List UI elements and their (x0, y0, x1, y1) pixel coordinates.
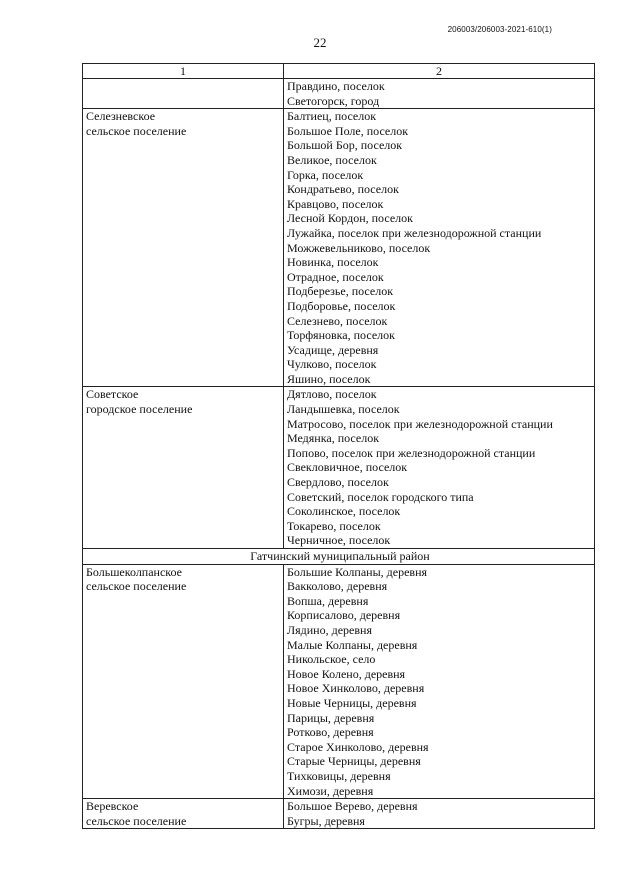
district-row (83, 549, 595, 565)
table-row (83, 109, 595, 387)
localities-cell (284, 109, 595, 387)
locality-item: Вопша, деревня (287, 593, 369, 608)
locality-item: Малые Колпаны, деревня (287, 637, 418, 652)
locality-item: Химози, деревня (287, 783, 374, 798)
municipality-cell (83, 109, 284, 387)
localities-cell (284, 387, 595, 549)
locality-item: Большое Поле, поселок (287, 123, 409, 138)
locality-item: Подберезье, поселок (287, 284, 394, 299)
column-header-1: 1 (83, 64, 284, 79)
municipality-cell (83, 564, 284, 799)
locality-item: Старое Хинколово, деревня (287, 739, 429, 754)
locality-item: Кравцово, поселок (287, 196, 384, 211)
municipality-cell (83, 799, 284, 829)
table-row (83, 387, 595, 549)
locality-item: Великое, поселок (287, 152, 377, 167)
localities-cell (284, 799, 595, 829)
locality-item: Горка, поселок (287, 167, 364, 182)
locality-item: Балтиец, поселок (287, 109, 377, 124)
locality-item: Большой Бор, поселок (287, 138, 403, 153)
locality-item: Парицы, деревня (287, 710, 375, 725)
locality-item: Токарево, поселок (287, 518, 381, 533)
locality-item: Новое Хинколово, деревня (287, 681, 425, 696)
table-body (83, 79, 595, 829)
locality-item: Старые Черницы, деревня (287, 754, 421, 769)
municipality-name-line: сельское поселение (86, 813, 187, 828)
locality-item: Черничное, поселок (287, 533, 391, 548)
locality-item: Чулково, поселок (287, 357, 377, 372)
locality-item: Свердлово, поселок (287, 475, 389, 490)
locality-item: Соколинское, поселок (287, 504, 401, 519)
locality-item: Кондратьево, поселок (287, 182, 399, 197)
locality-item: Никольское, село (287, 652, 376, 667)
localities-cell (284, 564, 595, 799)
table-header-row (83, 64, 595, 79)
locality-item: Вакколово, деревня (287, 579, 388, 594)
district-heading: Гатчинский муниципальный район (83, 549, 595, 565)
page-number: 22 (313, 35, 327, 50)
table-row (83, 799, 595, 829)
locality-item: Тихковицы, деревня (287, 768, 391, 783)
document-code: 206003/206003-2021-610(1) (447, 25, 552, 34)
municipality-name-line: городское поселение (86, 402, 193, 417)
locality-item: Новинка, поселок (287, 255, 379, 270)
municipality-name-line: Большеколпанское (86, 564, 182, 579)
table-row (83, 564, 595, 799)
locality-item: Новые Черницы, деревня (287, 695, 417, 710)
municipality-name-line: сельское поселение (86, 123, 187, 138)
locality-item: Светогорск, город (287, 93, 380, 108)
locality-item: Селезнево, поселок (287, 313, 388, 328)
locality-item: Лядино, деревня (287, 622, 372, 637)
locality-item: Бугры, деревня (287, 813, 365, 828)
locality-item: Медянка, поселок (287, 431, 380, 446)
locality-item: Ландышевка, поселок (287, 402, 400, 417)
locality-item: Усадище, деревня (287, 342, 379, 357)
locality-item: Советский, поселок городского типа (287, 489, 474, 504)
locality-item: Большие Колпаны, деревня (287, 564, 428, 579)
locality-item: Яшино, поселок (287, 371, 371, 386)
locality-item: Можжевельниково, поселок (287, 240, 431, 255)
municipality-cell (83, 387, 284, 549)
settlements-table (82, 63, 595, 829)
locality-item: Большое Верево, деревня (287, 799, 418, 814)
municipality-name-line: Селезневское (86, 109, 156, 124)
locality-item: Отрадное, поселок (287, 269, 384, 284)
locality-item: Торфяновка, поселок (287, 328, 395, 343)
locality-item: Дятлово, поселок (287, 387, 377, 402)
municipality-name-line: Советское (86, 387, 139, 402)
locality-item: Правдино, поселок (287, 79, 385, 93)
locality-item: Корписалово, деревня (287, 608, 401, 623)
table-row (83, 79, 595, 109)
locality-item: Попово, поселок при железнодорожной станции (287, 445, 536, 460)
locality-item: Лужайка, поселок при железнодорожной станции (287, 225, 542, 240)
locality-item: Лесной Кордон, поселок (287, 211, 413, 226)
locality-item: Свекловичное, поселок (287, 460, 408, 475)
locality-item: Подборовье, поселок (287, 298, 396, 313)
municipality-name-line: сельское поселение (86, 579, 187, 594)
locality-item: Матросово, поселок при железнодорожной станции (287, 416, 553, 431)
locality-item: Новое Колено, деревня (287, 666, 406, 681)
municipality-name-line: Веревское (86, 799, 139, 814)
locality-item: Ротково, деревня (287, 725, 374, 740)
localities-cell (284, 79, 595, 109)
municipality-cell (83, 79, 284, 109)
column-header-2: 2 (284, 64, 595, 79)
